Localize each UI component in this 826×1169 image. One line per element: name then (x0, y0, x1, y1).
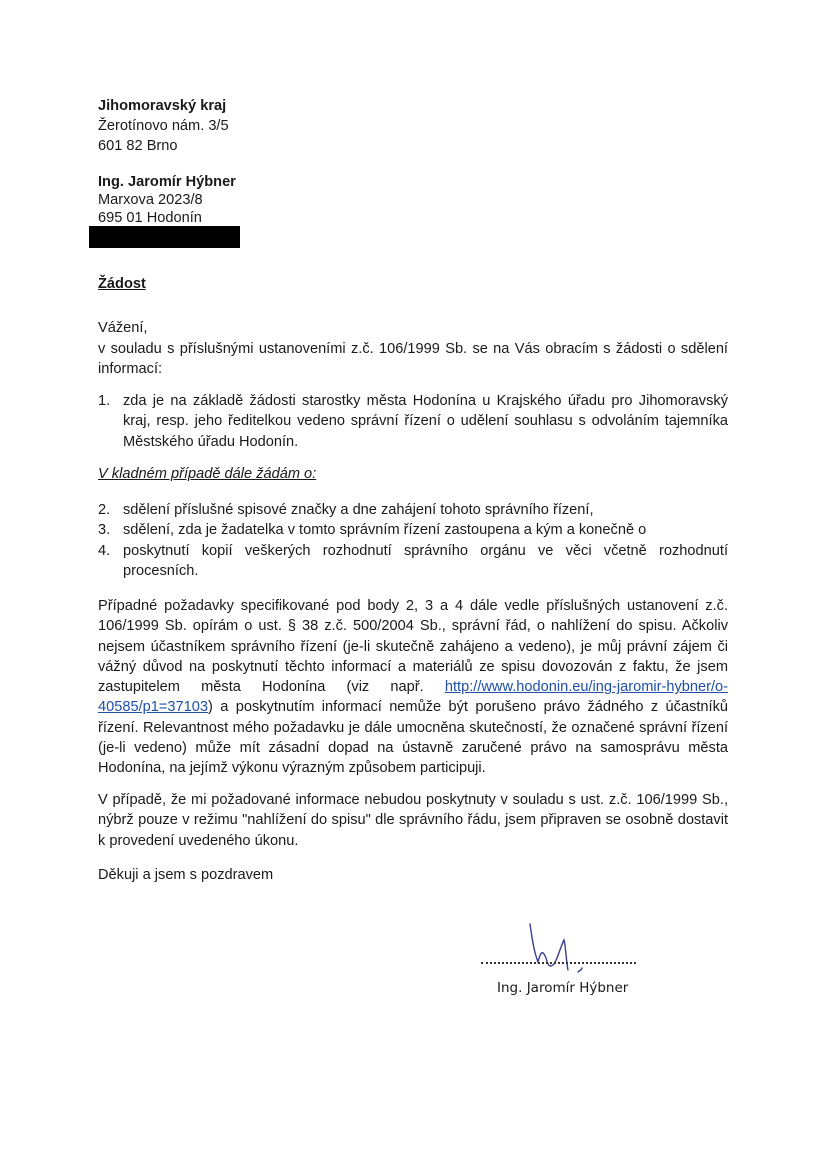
reference-link[interactable]: http://www.hodonin.eu/ing-jaromir-hybner/o-40585/p1=37103 (98, 679, 728, 716)
justification-text-end: ) a poskytnutím informací nemůže být porušeno právo žádného z účastníků řízení. Relevantnost mého požadavku je dále umocněna skutečností, že označené správní řízení (je-li vedeno) může mít zásadní dopad na ústavně zaručené právo na samosprávu města Hodonína, na jejímž výkonu výrazným způsobem participuji. (98, 699, 728, 777)
sender-address (98, 172, 236, 227)
list-item-number: 4. (98, 542, 111, 559)
list-item-text: sdělení příslušné spisové značky a dne zahájení tohoto správního řízení, (123, 502, 594, 518)
list-item-text: poskytnutí kopií veškerých rozhodnutí správního orgánu ve věci včetně rozhodnutí procesních. (123, 542, 728, 579)
justification-text-start: Případné požadavky specifikované pod body 2, 3 a 4 dále vedle příslušných ustanovení z.č. 106/1999 Sb. opírám o ust. § 38 z.č. 500/2004 Sb., správní řád, o nahlížení do spisu. Ačkoliv nejsem účastníkem správního řízení (je-li skutečně zahájeno a vedeno), je můj právní zájem či vážný důvod na poskytnutí těchto informací a materiálů ze spisu dovozován z faktu, že jsem zastupitelem města Hodonína (viz např. (98, 598, 728, 696)
sender-city: 695 01 Hodonín (98, 209, 202, 226)
recipient-street: Žerotínovo nám. 3/5 (98, 118, 229, 134)
redaction-bar (89, 226, 240, 248)
signature-name: Ing. Jaromír Hýbner (497, 980, 629, 996)
list-item (98, 541, 728, 582)
list-item (98, 391, 728, 452)
recipient-name: Jihomoravský kraj (98, 98, 227, 114)
list-item-text: zda je na základě žádosti starostky města Hodonína u Krajského úřadu pro Jihomoravský kraj, resp. jeho ředitelkou vedeno správní řízení o udělení souhlasu s odvoláním tajemníka Městského úřadu Hodonín. (123, 393, 728, 450)
recipient-address (98, 96, 229, 156)
request-list-secondary (98, 500, 728, 581)
justification-paragraph (98, 596, 728, 779)
list-item-text: sdělení, zda je žadatelka v tomto správním řízení zastoupena a kým a konečně o (123, 522, 647, 539)
list-item (98, 520, 728, 540)
handwritten-signature (520, 918, 610, 976)
closing-line: Děkuji a jsem s pozdravem (98, 867, 274, 883)
list-item (98, 500, 728, 520)
conditional-subheading: V kladném případě dále žádám o: (98, 466, 317, 482)
letter-heading: Žádost (98, 276, 146, 292)
recipient-city: 601 82 Brno (98, 138, 178, 154)
request-list-primary (98, 391, 728, 452)
greeting: Vážení, (98, 320, 148, 336)
inspection-paragraph: V případě, že mi požadované informace nebudou poskytnuty v souladu s ust. z.č. 106/1999 Sb., nýbrž pouze v režimu "nahlížení do spisu" dle správního řádu, jsem připraven se osobně dostavit k provedení uvedeného úkonu. (98, 792, 728, 849)
list-item-number: 3. (98, 522, 111, 539)
intro-paragraph: v souladu s příslušnými ustanoveními z.č. 106/1999 Sb. se na Vás obracím s žádosti o sdělení informací: (98, 341, 728, 378)
list-item-number: 1. (98, 393, 111, 409)
sender-street: Marxova 2023/8 (98, 192, 203, 208)
signature-line (481, 962, 636, 964)
sender-name: Ing. Jaromír Hýbner (98, 174, 236, 190)
list-item-number: 2. (98, 502, 111, 518)
